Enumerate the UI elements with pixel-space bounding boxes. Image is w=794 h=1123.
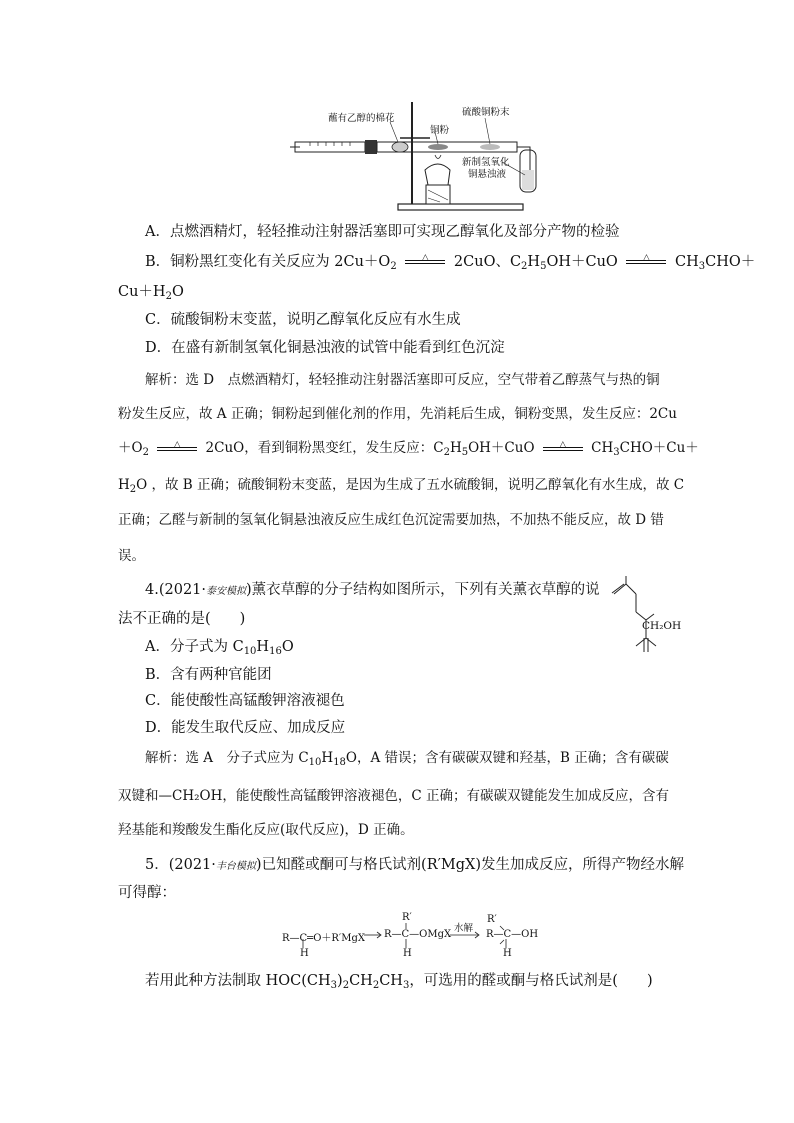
h-atom: H — [403, 948, 412, 959]
label-cu-powder: 铜粉 — [430, 125, 450, 136]
ch2oh-label: CH₂OH — [642, 620, 682, 632]
grignard-reaction-scheme — [282, 908, 552, 966]
q4-analysis-3: 羟基能和羧酸发生酯化反应(取代反应)，D 正确。 — [118, 822, 414, 838]
q3-option-d: D．在盛有新制氢氧化铜悬浊液的试管中能看到红色沉淀 — [145, 340, 505, 356]
q5-source: 丰台模拟 — [215, 861, 256, 872]
lavandulol-skeleton — [598, 572, 698, 664]
hydrolysis-label: 水解 — [454, 923, 474, 934]
aldehyde-plus-grignard: R—C═O＋R′MgX — [282, 933, 365, 944]
r-prime-2: R′ — [487, 914, 497, 925]
q3-analysis-5: 正确；乙醛与新制的氢氧化铜悬浊液反应生成红色沉淀需要加热，不加热不能反应，故 D 错 — [118, 512, 664, 528]
q5-heading-cont: 可得醇： — [118, 885, 176, 901]
q4-source: 泰安模拟 — [206, 586, 247, 597]
label-cuso4: 硫酸铜粉末 — [462, 107, 510, 118]
label-cuoh2-line2: 铜悬浊液 — [468, 169, 507, 180]
q3-option-b-cont: $Cu+H_2O$ — [118, 284, 184, 302]
q3-option-c: C．硫酸铜粉末变蓝，说明乙醇氧化反应有水生成 — [145, 312, 461, 328]
q4-option-c: C．能使酸性高锰酸钾溶液褪色 — [145, 693, 345, 709]
alkoxide-intermediate: R—C—OMgX — [384, 929, 452, 940]
heating-condition: △ — [626, 253, 666, 271]
q3-analysis-3: $+O_2$ △ 2CuO，看到铜粉黑变红，发生反应：$C_2H_5OH+CuO$ △ $CH_3CHO+Cu+$ — [118, 439, 699, 458]
alcohol-product: R—C—OH — [486, 929, 539, 940]
q5-question: 若用此种方法制取 $HOC(CH_3)_2CH_2CH_3$，可选用的醛或酮与格氏试剂是( ) — [145, 973, 653, 991]
h-atom: H — [300, 948, 309, 959]
label-cuoh2-line1: 新制氢氧化 — [462, 157, 510, 168]
r-prime-1: R′ — [402, 912, 412, 923]
q4-heading: 4.(2021·泰安模拟)薰衣草醇的分子结构如图所示，下列有关薰衣草醇的说 — [145, 582, 600, 598]
q3-analysis-2: 粉发生反应，故 A 正确；铜粉起到催化剂的作用，先消耗后生成，铜粉变黑，发生反应：2Cu — [118, 406, 677, 422]
q3-analysis-4: $H_2O$ ，故 B 正确；硫酸铜粉末变蓝，是因为生成了五水硫酸铜，说明乙醇氧化有水生成，故 C — [118, 477, 685, 495]
q4-option-b: B．含有两种官能团 — [145, 667, 272, 683]
q3-analysis-6: 误。 — [118, 548, 145, 564]
heating-condition: △ — [157, 440, 197, 458]
q4-analysis-1: 解析：选 A 分子式应为 $C_{10}H_{18}O$，A 错误；含有碳碳双键和羟基，B 正确；含有碳碳 — [145, 750, 669, 768]
q4-option-d: D．能发生取代反应、加成反应 — [145, 720, 346, 736]
q3-option-a: A．点燃酒精灯，轻轻推动注射器活塞即可实现乙醇氧化及部分产物的检验 — [145, 224, 620, 240]
lavandulol-structure — [598, 572, 698, 664]
label-cotton: 蘸有乙醇的棉花 — [328, 113, 395, 124]
apparatus-diagram — [290, 100, 550, 215]
heating-condition: △ — [405, 253, 445, 271]
q3-analysis-1: 解析：选 D 点燃酒精灯，轻轻推动注射器活塞即可反应，空气带着乙醇蒸气与热的铜 — [145, 372, 660, 388]
q5-heading: 5．(2021·丰台模拟)已知醛或酮可与格氏试剂(R′MgX)发生加成反应，所得产物经水解 — [145, 857, 685, 873]
q4-analysis-2: 双键和—CH₂OH，能使酸性高锰酸钾溶液褪色，C 正确；有碳碳双键能发生加成反应，含有 — [118, 788, 669, 804]
q4-option-a: A．分子式为 $C_{10}H_{16}O$ — [145, 639, 294, 657]
h-atom: H — [503, 948, 512, 959]
q4-heading-cont: 法不正确的是( ) — [118, 611, 246, 627]
heating-condition: △ — [543, 440, 583, 458]
q3-option-b: B．铜粉黑红变化有关反应为 $2Cu+O_2$ △ 2CuO、$C_2H_5OH+CuO$ △ $CH_3CHO+$ — [145, 253, 756, 272]
